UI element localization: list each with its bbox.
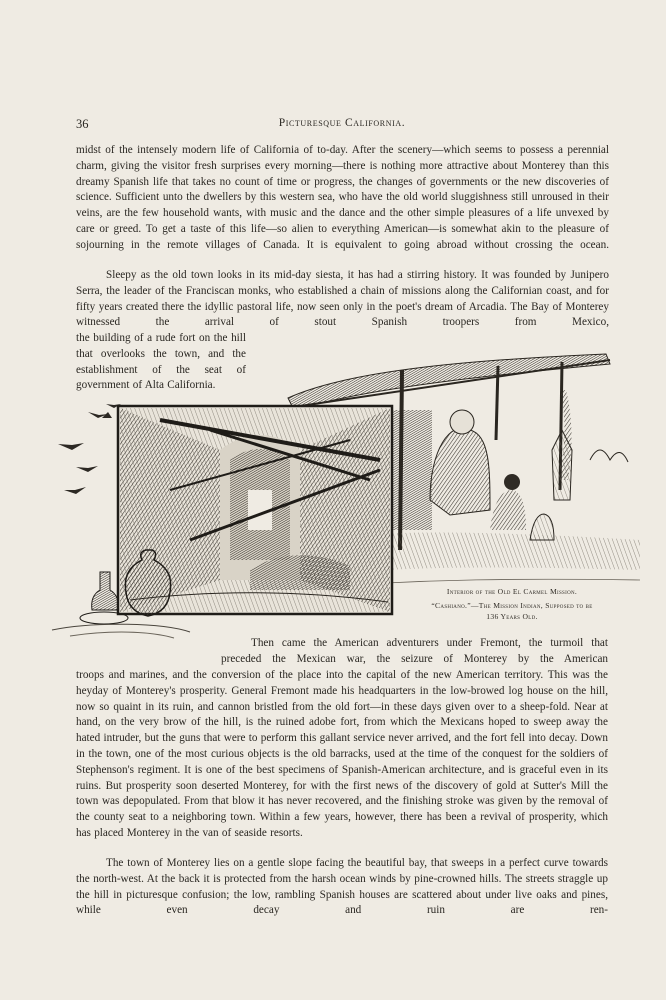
caption-cashiano: “Cashiano.”—The Mission Indian, Supposed to be: [431, 601, 593, 610]
caption-cashiano-age: 136 Years Old.: [486, 612, 538, 621]
paragraph-history: [76, 268, 609, 331]
page-header: [76, 117, 608, 133]
paragraph-fort-wrap: the building of a rude fort on the hill that overlooks the town, and the establishment of the seat of government of Alta California.: [76, 332, 246, 392]
running-title: Picturesque California.: [278, 117, 406, 129]
paragraph-fremont-wrap: [221, 636, 608, 668]
birds-drawing: [58, 404, 121, 494]
paragraph-town-slope: [76, 856, 608, 919]
caption-mission-interior: Interior of the Old El Carmel Mission.: [446, 587, 578, 596]
paragraph-fremont-continued: troops and marines, and the conversion of the place into the capital of the new American territory. This was the heyday of Monterey's prosperity. General Fremont made his headquarters in the low-browed log house on the hill, now so quaint in its ruin, and cannon bristled from the old fort—in these days given over to a sheep-fold. Near at hand, on the very brow of the hill, is the ruined adobe fort, from which the Mexicans hoped to sweep away the hated intruder, but the guns that were to perform this gallant service never arrived, and the fort fell into decay. Down in the town, one of the most curious objects is the old barracks, used at the time of the conquest for the soldiers of Stephenson's regiment. It is one of the best specimens of Spanish-American architecture, and is graceful even in its ruins. But prosperity soon deserted Monterey, for with the first news of the discovery of gold at Sutter's Mill the town was depopulated. From that blow it has never recovered, and the finishing stroke was given by the removal of the county seat to a neighboring town. Within a few years, however, there has been a revival of prosperity, which has placed Monterey in the van of seaside resorts.: [76, 669, 608, 839]
page-number: 36: [76, 117, 89, 131]
paragraph-fremont-text: Then came the American adventurers under Fremont, the turmoil that preceded the Mexican war, the seizure of Monterey by the American: [221, 637, 608, 665]
paragraph-continuation: midst of the intensely modern life of California of to-day. After the scenery—which seems to possess a perennial charm, giving the visitor fresh surprises every morning—there is nothing more attractive about Monterey than this dreamy Spanish life that takes no count of time or progress, the changes of governments or the new discoveries of science. Sufficient unto the dwellers by this western sea, who have the old world sluggishness still unroused in their veins, are the few household wants, with music and the dance and the other simple pleasures of a life unvexed by care or greed. To get a taste of this life—so alien to everything American—is somewhat akin to the pleasure of sojourning in the remote villages of Canada. It is equivalent to going abroad without crossing the ocean.: [76, 144, 609, 251]
paragraph-town-slope-text: The town of Monterey lies on a gentle slope facing the beautiful bay, that sweeps in a perfect curve towards the north-west. At the back it is protected from the harsh ocean winds by pine-crowned hills. The streets straggle up the hill in picturesque confusion; the low, rambling Spanish houses are scattered about under live oaks and pines, while even decay and ruin are ren-: [76, 857, 608, 917]
paragraph-history-text: Sleepy as the old town looks in its mid-day siesta, it has had a stirring history. It was founded by Junipero Serra, the leader of the Franciscan monks, who established a chain of missions along the Californian coast, and for fifty years created there the idyllic pastoral life, now seen only in the poet's dream of Arcadia. The Bay of Monterey witnessed the arrival of stout Spanish troopers from Mexico,: [76, 269, 609, 329]
